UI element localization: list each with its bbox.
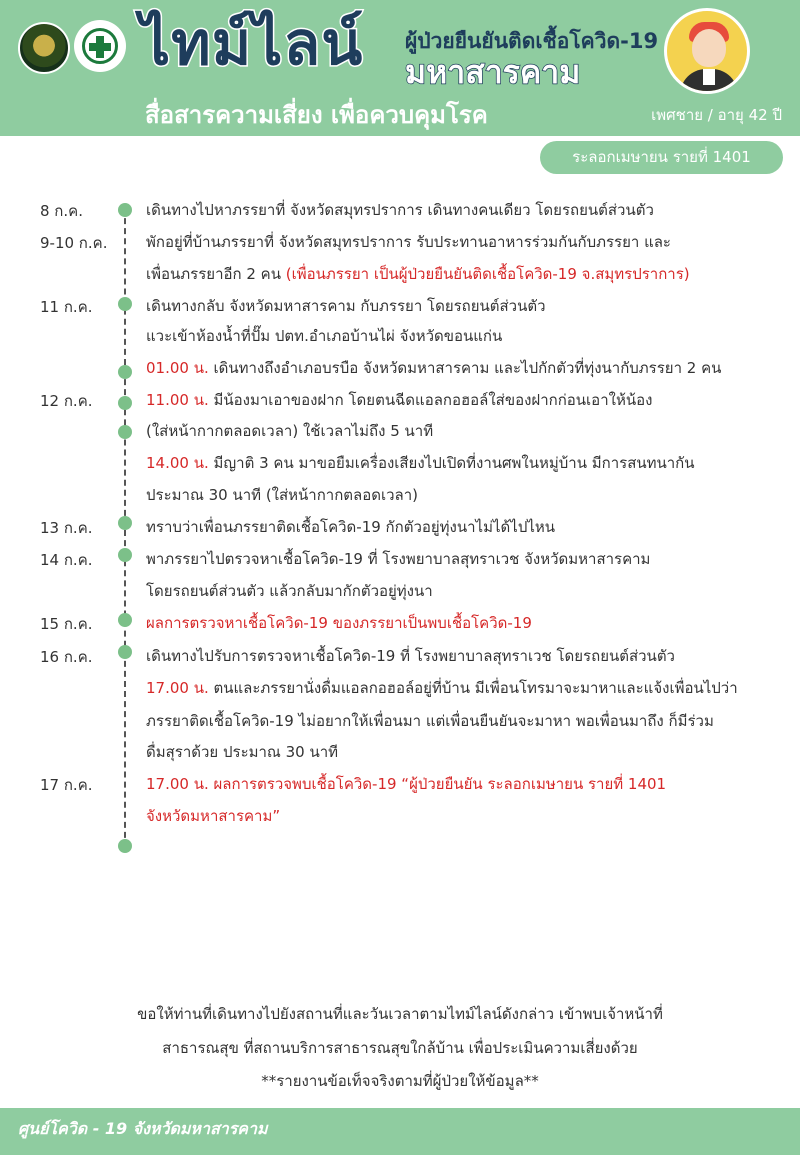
entry-text: เดินทางถึงอำเภอบรบือ จังหวัดมหาสารคาม และไปกักตัวที่ทุ่งนากับภรรยา 2 คน [208,359,722,377]
timeline-dot [118,203,132,217]
patient-info: เพศชาย / อายุ 42 ปี [651,106,782,124]
timeline-entry [146,806,786,827]
entry-text: แวะเข้าห้องน้ำที่ปั๊ม ปตท.อำเภอบ้านไผ่ จังหวัดขอนแก่น [146,327,503,345]
timeline-date: 8 ก.ค. [40,202,83,220]
entry-text: พักอยู่ที่บ้านภรรยาที่ จังหวัดสมุทรปราการ รับประทานอาหารร่วมกันกับภรรยา และ [146,233,671,251]
entry-highlight: จังหวัดมหาสารคาม” [146,807,281,825]
timeline-entry [146,711,786,732]
timeline-entry [146,613,786,634]
timeline-entry [146,517,786,538]
footer-note-line2: สาธารณสุข ที่สถานบริการสาธารณสุขใกล้บ้าน เพื่อประเมินความเสี่ยงด้วย [162,1039,638,1057]
timeline-entry [146,390,786,411]
entry-text: ดื่มสุราด้วย ประมาณ 30 นาที [146,743,339,761]
timeline-date: 11 ก.ค. [40,298,93,316]
tagline: สื่อสารความเสี่ยง เพื่อควบคุมโรค [145,101,488,129]
footer-note-line1: ขอให้ท่านที่เดินทางไปยังสถานที่และวันเวลาตามไทม์ไลน์ดังกล่าว เข้าพบเจ้าหน้าที่ [137,1005,663,1023]
ministry-of-public-health-logo [74,20,126,72]
timeline-entry [146,742,786,763]
subtitle-patient: ผู้ป่วยยืนยันติดเชื้อโควิด-19 [405,29,659,53]
footer-text: ศูนย์โควิด - 19 จังหวัดมหาสารคาม [18,1119,268,1138]
timeline-dot [118,839,132,853]
timeline-entry [146,232,786,253]
entry-text: (ใส่หน้ากากตลอดเวลา) ใช้เวลาไม่ถึง 5 นาที [146,422,434,440]
timeline-entry [146,485,786,506]
timeline-dot [118,396,132,410]
entry-time: 01.00 น. [146,359,209,377]
entry-highlight: 17.00 น. ผลการตรวจพบเชื้อโควิด-19 “ผู้ป่วยยืนยัน ระลอกเมษายน รายที่ 1401 [146,775,667,793]
timeline-entry [146,358,786,379]
timeline-dot [118,645,132,659]
timeline-date: 15 ก.ค. [40,615,93,633]
entry-text: ภรรยาติดเชื้อโควิด-19 ไม่อยากให้เพื่อนมา แต่เพื่อนยืนยันจะมาหา พอเพื่อนมาถึง ก็มีร่วม [146,712,714,730]
timeline-dot [118,613,132,627]
page-title: ไทม์ไลน์ [140,9,364,79]
timeline-entry [146,678,786,699]
entry-text: ทราบว่าเพื่อนภรรยาติดเชื้อโควิด-19 กักตัวอยู่ทุ่งนาไม่ได้ไปไหน [146,518,556,536]
timeline-entry [146,296,786,317]
timeline-date: 14 ก.ค. [40,551,93,569]
timeline-entry [146,421,786,442]
timeline-entry [146,549,786,570]
patient-avatar-icon [664,8,750,94]
timeline-dot [118,297,132,311]
subtitle-province: มหาสารคาม [405,53,581,91]
entry-text: เพื่อนภรรยาอีก 2 คน [146,265,286,283]
entry-highlight: (เพื่อนภรรยา เป็นผู้ป่วยยืนยันติดเชื้อโควิด-19 จ.สมุทรปราการ) [285,265,690,283]
entry-text: ตนและภรรยานั่งดื่มแอลกอฮอล์อยู่ที่บ้าน มีเพื่อนโทรมาจะมาหาและแจ้งเพื่อนไปว่า [208,679,738,697]
province-seal-logo [18,22,70,74]
timeline-entry [146,581,786,602]
case-badge: ระลอกเมษายน รายที่ 1401 [540,141,783,174]
timeline-dot [118,548,132,562]
entry-text: เดินทางกลับ จังหวัดมหาสารคาม กับภรรยา โดยรถยนต์ส่วนตัว [146,297,546,315]
timeline-entry [146,264,786,285]
timeline-date: 13 ก.ค. [40,519,93,537]
timeline-entry [146,646,786,667]
entry-text: มีน้องมาเอาของฝาก โดยตนฉีดแอลกอฮอล์ใส่ของฝากก่อนเอาให้น้อง [208,391,653,409]
entry-text: เดินทางไปหาภรรยาที่ จังหวัดสมุทรปราการ เดินทางคนเดียว โดยรถยนต์ส่วนตัว [146,201,654,219]
timeline-entry [146,200,786,221]
entry-text: โดยรถยนต์ส่วนตัว แล้วกลับมากักตัวอยู่ทุ่งนา [146,582,433,600]
timeline-date: 17 ก.ค. [40,776,93,794]
timeline-date: 12 ก.ค. [40,392,93,410]
timeline-dot [118,425,132,439]
footer-note-disclaimer: **รายงานข้อเท็จจริงตามที่ผู้ป่วยให้ข้อมูล** [261,1072,539,1090]
entry-text: พาภรรยาไปตรวจหาเชื้อโควิด-19 ที่ โรงพยาบาลสุทราเวช จังหวัดมหาสารคาม [146,550,651,568]
timeline-entry [146,453,786,474]
timeline-entry [146,774,786,795]
entry-text: มีญาติ 3 คน มาขอยืมเครื่องเสียงไปเปิดที่งานศพในหมู่บ้าน มีการสนทนากัน [208,454,695,472]
entry-time: 14.00 น. [146,454,209,472]
timeline-date: 9-10 ก.ค. [40,234,108,252]
entry-text: เดินทางไปรับการตรวจหาเชื้อโควิด-19 ที่ โรงพยาบาลสุทราเวช โดยรถยนต์ส่วนตัว [146,647,675,665]
entry-text: ประมาณ 30 นาที (ใส่หน้ากากตลอดเวลา) [146,486,418,504]
timeline-dot [118,516,132,530]
timeline-date: 16 ก.ค. [40,648,93,666]
timeline-dot [118,365,132,379]
entry-time: 11.00 น. [146,391,209,409]
timeline-entry [146,326,786,347]
entry-time: 17.00 น. [146,679,209,697]
entry-highlight: ผลการตรวจหาเชื้อโควิด-19 ของภรรยาเป็นพบเชื้อโควิด-19 [146,614,532,632]
